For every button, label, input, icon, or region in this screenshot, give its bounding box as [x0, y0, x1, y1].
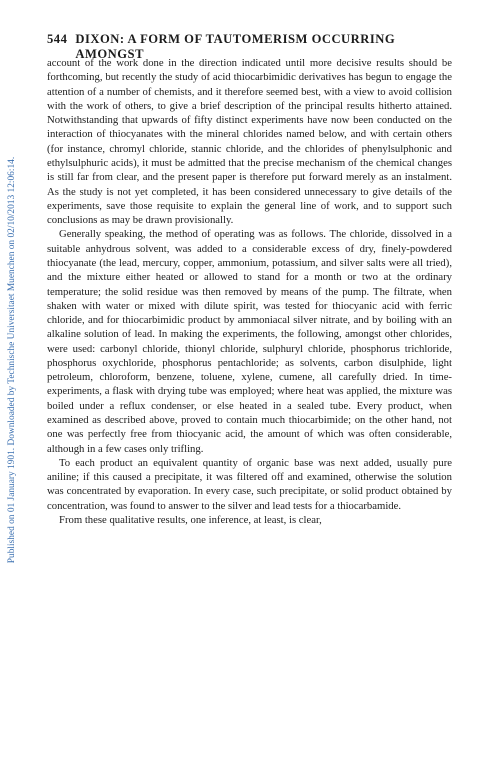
- page-number: 544: [47, 32, 68, 46]
- download-notice-text: Published on 01 January 1901. Downloaded by Technische Universitaet Muenchen on 02/10/2013 12:06:14.: [7, 156, 17, 564]
- running-title: DIXON: A FORM OF TAUTOMERISM OCCURRING AMONGST: [75, 32, 396, 61]
- paragraph: To each product an equivalent quantity of organic base was next added, usually pure aniline; if this caused a precipitate, it was filtered off and examined, otherwise the solution was concentrated by evaporation. In every case, such precipitate, or solid product obtained by concentration, was found to answer to the silver and lead tests for a thiocarbamide.: [47, 456, 452, 512]
- paragraph: From these qualitative results, one inference, at least, is clear,: [59, 514, 322, 526]
- download-notice: [6, 40, 18, 680]
- paragraph: Generally speaking, the method of operating was as follows. The chloride, dissolved in a suitable anhydrous solvent, was added to a considerable excess of dry, finely-powdered thiocyanate (the lead, mercury, copper, ammonium, potassium, and silver salts were all tried), and the mixture either heated or allowed to stand for a month or two at the ordinary temperature; the solid residue was then removed by means of the pump. The filtrate, when shaken with water or mixed with dilute spirit, was tested for thiocyanic acid with ferric chloride, and for thiocarbimidic product by ammoniacal silver nitrate, and by boiling with an alkaline solution of lead. In making the experiments, the following, amongst other chlorides, were used: carbonyl chloride, thionyl chloride, sulphuryl chloride, phosphorus trichloride, phosphorus oxychloride, phosphorus pentachloride; as solvents, carbon disulphide, light petroleum, chloroform, benzene, toluene, xylene, cumene, all carefully dried. In time-experiments, a flask with drying tube was employed; where heat was applied, the mixture was boiled under a reflux condenser, or else heated in a sealed tube. Every product, when examined as described above, proved to contain much thiocarbimide; on the other hand, not one was perfectly free from thiocyanic acid, the amount of which was often considerable, although in a few cases only trifling.: [47, 228, 452, 455]
- paragraph: account of the work done in the direction indicated until more decisive results should be forthcoming, but recently the study of acid thiocarbimidic derivatives has begun to engage the attention of a number of chemists, and it therefore seemed best, with a view to avoid collision with the work of others, to give a brief description of the principal results hitherto attained. Notwithstanding that upwards of fifty distinct experiments have now been conducted on the interaction of thiocyanates with the mineral chlorides named below, and with certain others (for instance, chromyl chloride, stannic chloride, and the chlorides of phenylsulphonic and ethylsulphuric acids), it must be admitted that the precise mechanism of the chemical changes is still far from clear, and the present paper is therefore put forward merely as an instalment. As the study is not yet completed, it has been considered unnecessary to give details of the experiments, save those requisite to explain the general line of work, and to support such conclusions as may be drawn provisionally.: [47, 57, 452, 227]
- article-body: [47, 56, 452, 527]
